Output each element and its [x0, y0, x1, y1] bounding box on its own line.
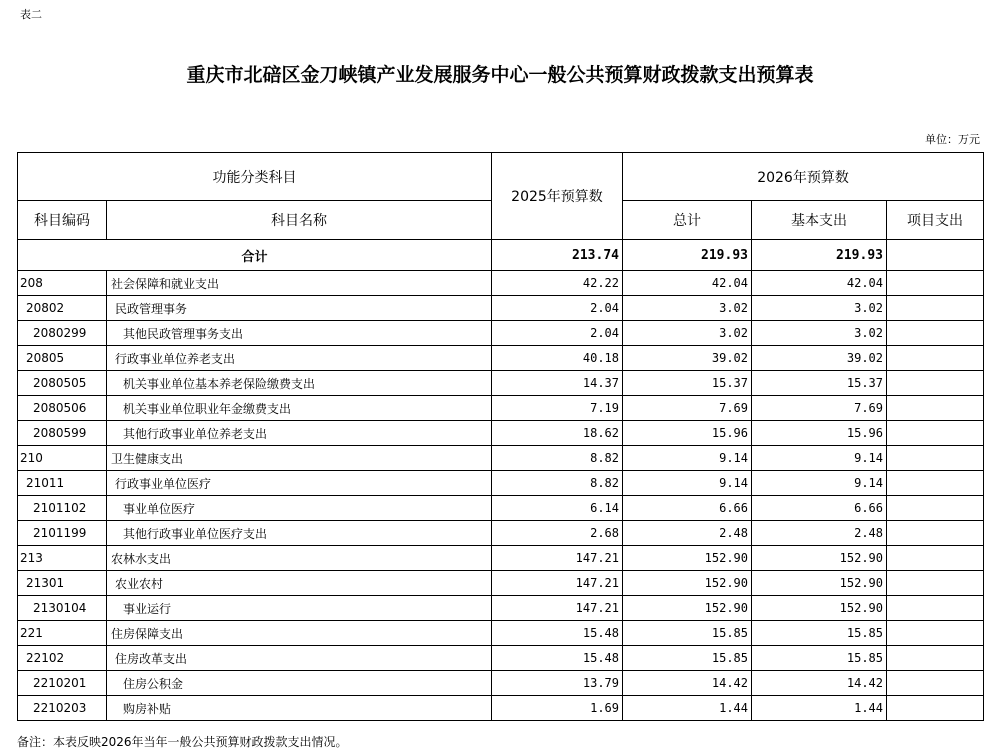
cell-budget-2025: 40.18: [492, 346, 623, 371]
cell-name: 行政事业单位养老支出: [107, 346, 492, 371]
header-budget-2026: 2026年预算数: [623, 153, 984, 201]
cell-code: 2101199: [18, 521, 107, 546]
cell-name: 住房公积金: [107, 671, 492, 696]
cell-code: 210: [18, 446, 107, 471]
cell-code: 20805: [18, 346, 107, 371]
cell-total: 42.04: [623, 271, 752, 296]
cell-name: 社会保障和就业支出: [107, 271, 492, 296]
cell-project: [887, 346, 984, 371]
table-row: [18, 296, 984, 321]
cell-name: 民政管理事务: [107, 296, 492, 321]
cell-project: [887, 646, 984, 671]
unit-label: 单位：万元: [925, 133, 980, 146]
table-row: [18, 696, 984, 721]
cell-name: 行政事业单位医疗: [107, 471, 492, 496]
cell-total: 15.85: [623, 646, 752, 671]
cell-code: 22102: [18, 646, 107, 671]
cell-code: 2210201: [18, 671, 107, 696]
cell-name: 机关事业单位基本养老保险缴费支出: [107, 371, 492, 396]
cell-code: 2101102: [18, 496, 107, 521]
cell-basic: 2.48: [752, 521, 887, 546]
cell-budget-2025: 6.14: [492, 496, 623, 521]
cell-code: 2080599: [18, 421, 107, 446]
cell-total: 15.37: [623, 371, 752, 396]
cell-code: 221: [18, 621, 107, 646]
cell-name: 其他民政管理事务支出: [107, 321, 492, 346]
cell-budget-2025: 147.21: [492, 596, 623, 621]
cell-code: 2080506: [18, 396, 107, 421]
cell-basic: 15.37: [752, 371, 887, 396]
cell-basic: 9.14: [752, 446, 887, 471]
cell-total: 152.90: [623, 596, 752, 621]
table-row: [18, 346, 984, 371]
cell-project: [887, 271, 984, 296]
cell-code: 2080505: [18, 371, 107, 396]
table-row: [18, 596, 984, 621]
cell-name: 卫生健康支出: [107, 446, 492, 471]
cell-project: [887, 421, 984, 446]
cell-budget-2025: 13.79: [492, 671, 623, 696]
cell-project: [887, 571, 984, 596]
cell-budget-2025: 8.82: [492, 446, 623, 471]
cell-project: [887, 446, 984, 471]
cell-total: 15.96: [623, 421, 752, 446]
cell-budget-2025: 1.69: [492, 696, 623, 721]
table-row: [18, 271, 984, 296]
cell-code: 20802: [18, 296, 107, 321]
cell-name: 其他行政事业单位医疗支出: [107, 521, 492, 546]
cell-total: 6.66: [623, 496, 752, 521]
cell-name: 其他行政事业单位养老支出: [107, 421, 492, 446]
cell-total: 14.42: [623, 671, 752, 696]
cell-project: [887, 371, 984, 396]
total-project: [887, 240, 984, 271]
header-total: 总计: [623, 201, 752, 240]
cell-name: 购房补贴: [107, 696, 492, 721]
cell-budget-2025: 147.21: [492, 571, 623, 596]
total-b2025: 213.74: [492, 240, 623, 271]
table-row: [18, 321, 984, 346]
cell-total: 152.90: [623, 571, 752, 596]
header-project: 项目支出: [887, 201, 984, 240]
cell-code: 2130104: [18, 596, 107, 621]
cell-budget-2025: 14.37: [492, 371, 623, 396]
cell-budget-2025: 2.04: [492, 296, 623, 321]
cell-basic: 152.90: [752, 546, 887, 571]
cell-basic: 7.69: [752, 396, 887, 421]
cell-name: 事业运行: [107, 596, 492, 621]
cell-total: 15.85: [623, 621, 752, 646]
cell-basic: 3.02: [752, 296, 887, 321]
header-name: 科目名称: [107, 201, 492, 240]
cell-code: 213: [18, 546, 107, 571]
cell-basic: 15.85: [752, 621, 887, 646]
cell-basic: 39.02: [752, 346, 887, 371]
table-row: [18, 396, 984, 421]
cell-name: 住房保障支出: [107, 621, 492, 646]
cell-project: [887, 296, 984, 321]
table-row: [18, 496, 984, 521]
cell-code: 21011: [18, 471, 107, 496]
footnote: 备注：本表反映2026年当年一般公共预算财政拨款支出情况。: [17, 735, 348, 749]
cell-total: 9.14: [623, 471, 752, 496]
cell-name: 农业农村: [107, 571, 492, 596]
total-row: [18, 240, 984, 271]
table-body: [18, 240, 984, 721]
cell-code: 208: [18, 271, 107, 296]
cell-project: [887, 671, 984, 696]
table-row: [18, 646, 984, 671]
table-row: [18, 571, 984, 596]
cell-code: 2080299: [18, 321, 107, 346]
cell-total: 39.02: [623, 346, 752, 371]
cell-project: [887, 621, 984, 646]
table-row: [18, 671, 984, 696]
table-row: [18, 446, 984, 471]
cell-name: 住房改革支出: [107, 646, 492, 671]
total-total: 219.93: [623, 240, 752, 271]
cell-total: 3.02: [623, 321, 752, 346]
cell-project: [887, 471, 984, 496]
table-row: [18, 471, 984, 496]
cell-budget-2025: 42.22: [492, 271, 623, 296]
header-budget-2025: 2025年预算数: [492, 153, 623, 240]
cell-basic: 15.96: [752, 421, 887, 446]
cell-project: [887, 321, 984, 346]
cell-budget-2025: 2.04: [492, 321, 623, 346]
budget-table: [17, 152, 984, 721]
cell-total: 7.69: [623, 396, 752, 421]
cell-basic: 15.85: [752, 646, 887, 671]
header-basic: 基本支出: [752, 201, 887, 240]
cell-code: 2210203: [18, 696, 107, 721]
table-row: [18, 521, 984, 546]
cell-budget-2025: 15.48: [492, 646, 623, 671]
table-row: [18, 546, 984, 571]
cell-basic: 1.44: [752, 696, 887, 721]
header-code: 科目编码: [18, 201, 107, 240]
cell-budget-2025: 147.21: [492, 546, 623, 571]
cell-total: 1.44: [623, 696, 752, 721]
cell-basic: 14.42: [752, 671, 887, 696]
cell-basic: 152.90: [752, 571, 887, 596]
table-row: [18, 371, 984, 396]
cell-name: 农林水支出: [107, 546, 492, 571]
cell-basic: 42.04: [752, 271, 887, 296]
cell-basic: 152.90: [752, 596, 887, 621]
cell-project: [887, 396, 984, 421]
cell-total: 2.48: [623, 521, 752, 546]
cell-budget-2025: 7.19: [492, 396, 623, 421]
cell-basic: 9.14: [752, 471, 887, 496]
cell-budget-2025: 18.62: [492, 421, 623, 446]
cell-budget-2025: 15.48: [492, 621, 623, 646]
cell-name: 机关事业单位职业年金缴费支出: [107, 396, 492, 421]
total-label: 合计: [18, 240, 492, 271]
cell-total: 9.14: [623, 446, 752, 471]
cell-project: [887, 546, 984, 571]
cell-project: [887, 596, 984, 621]
table-row: [18, 421, 984, 446]
cell-project: [887, 496, 984, 521]
cell-total: 152.90: [623, 546, 752, 571]
cell-code: 21301: [18, 571, 107, 596]
cell-basic: 3.02: [752, 321, 887, 346]
table-row: [18, 621, 984, 646]
header-func-class: 功能分类科目: [18, 153, 492, 201]
cell-basic: 6.66: [752, 496, 887, 521]
cell-project: [887, 521, 984, 546]
cell-budget-2025: 2.68: [492, 521, 623, 546]
cell-name: 事业单位医疗: [107, 496, 492, 521]
cell-total: 3.02: [623, 296, 752, 321]
cell-budget-2025: 8.82: [492, 471, 623, 496]
table-tag: 表二: [20, 8, 42, 21]
total-basic: 219.93: [752, 240, 887, 271]
cell-project: [887, 696, 984, 721]
page-title: 重庆市北碚区金刀峡镇产业发展服务中心一般公共预算财政拨款支出预算表: [186, 64, 814, 86]
